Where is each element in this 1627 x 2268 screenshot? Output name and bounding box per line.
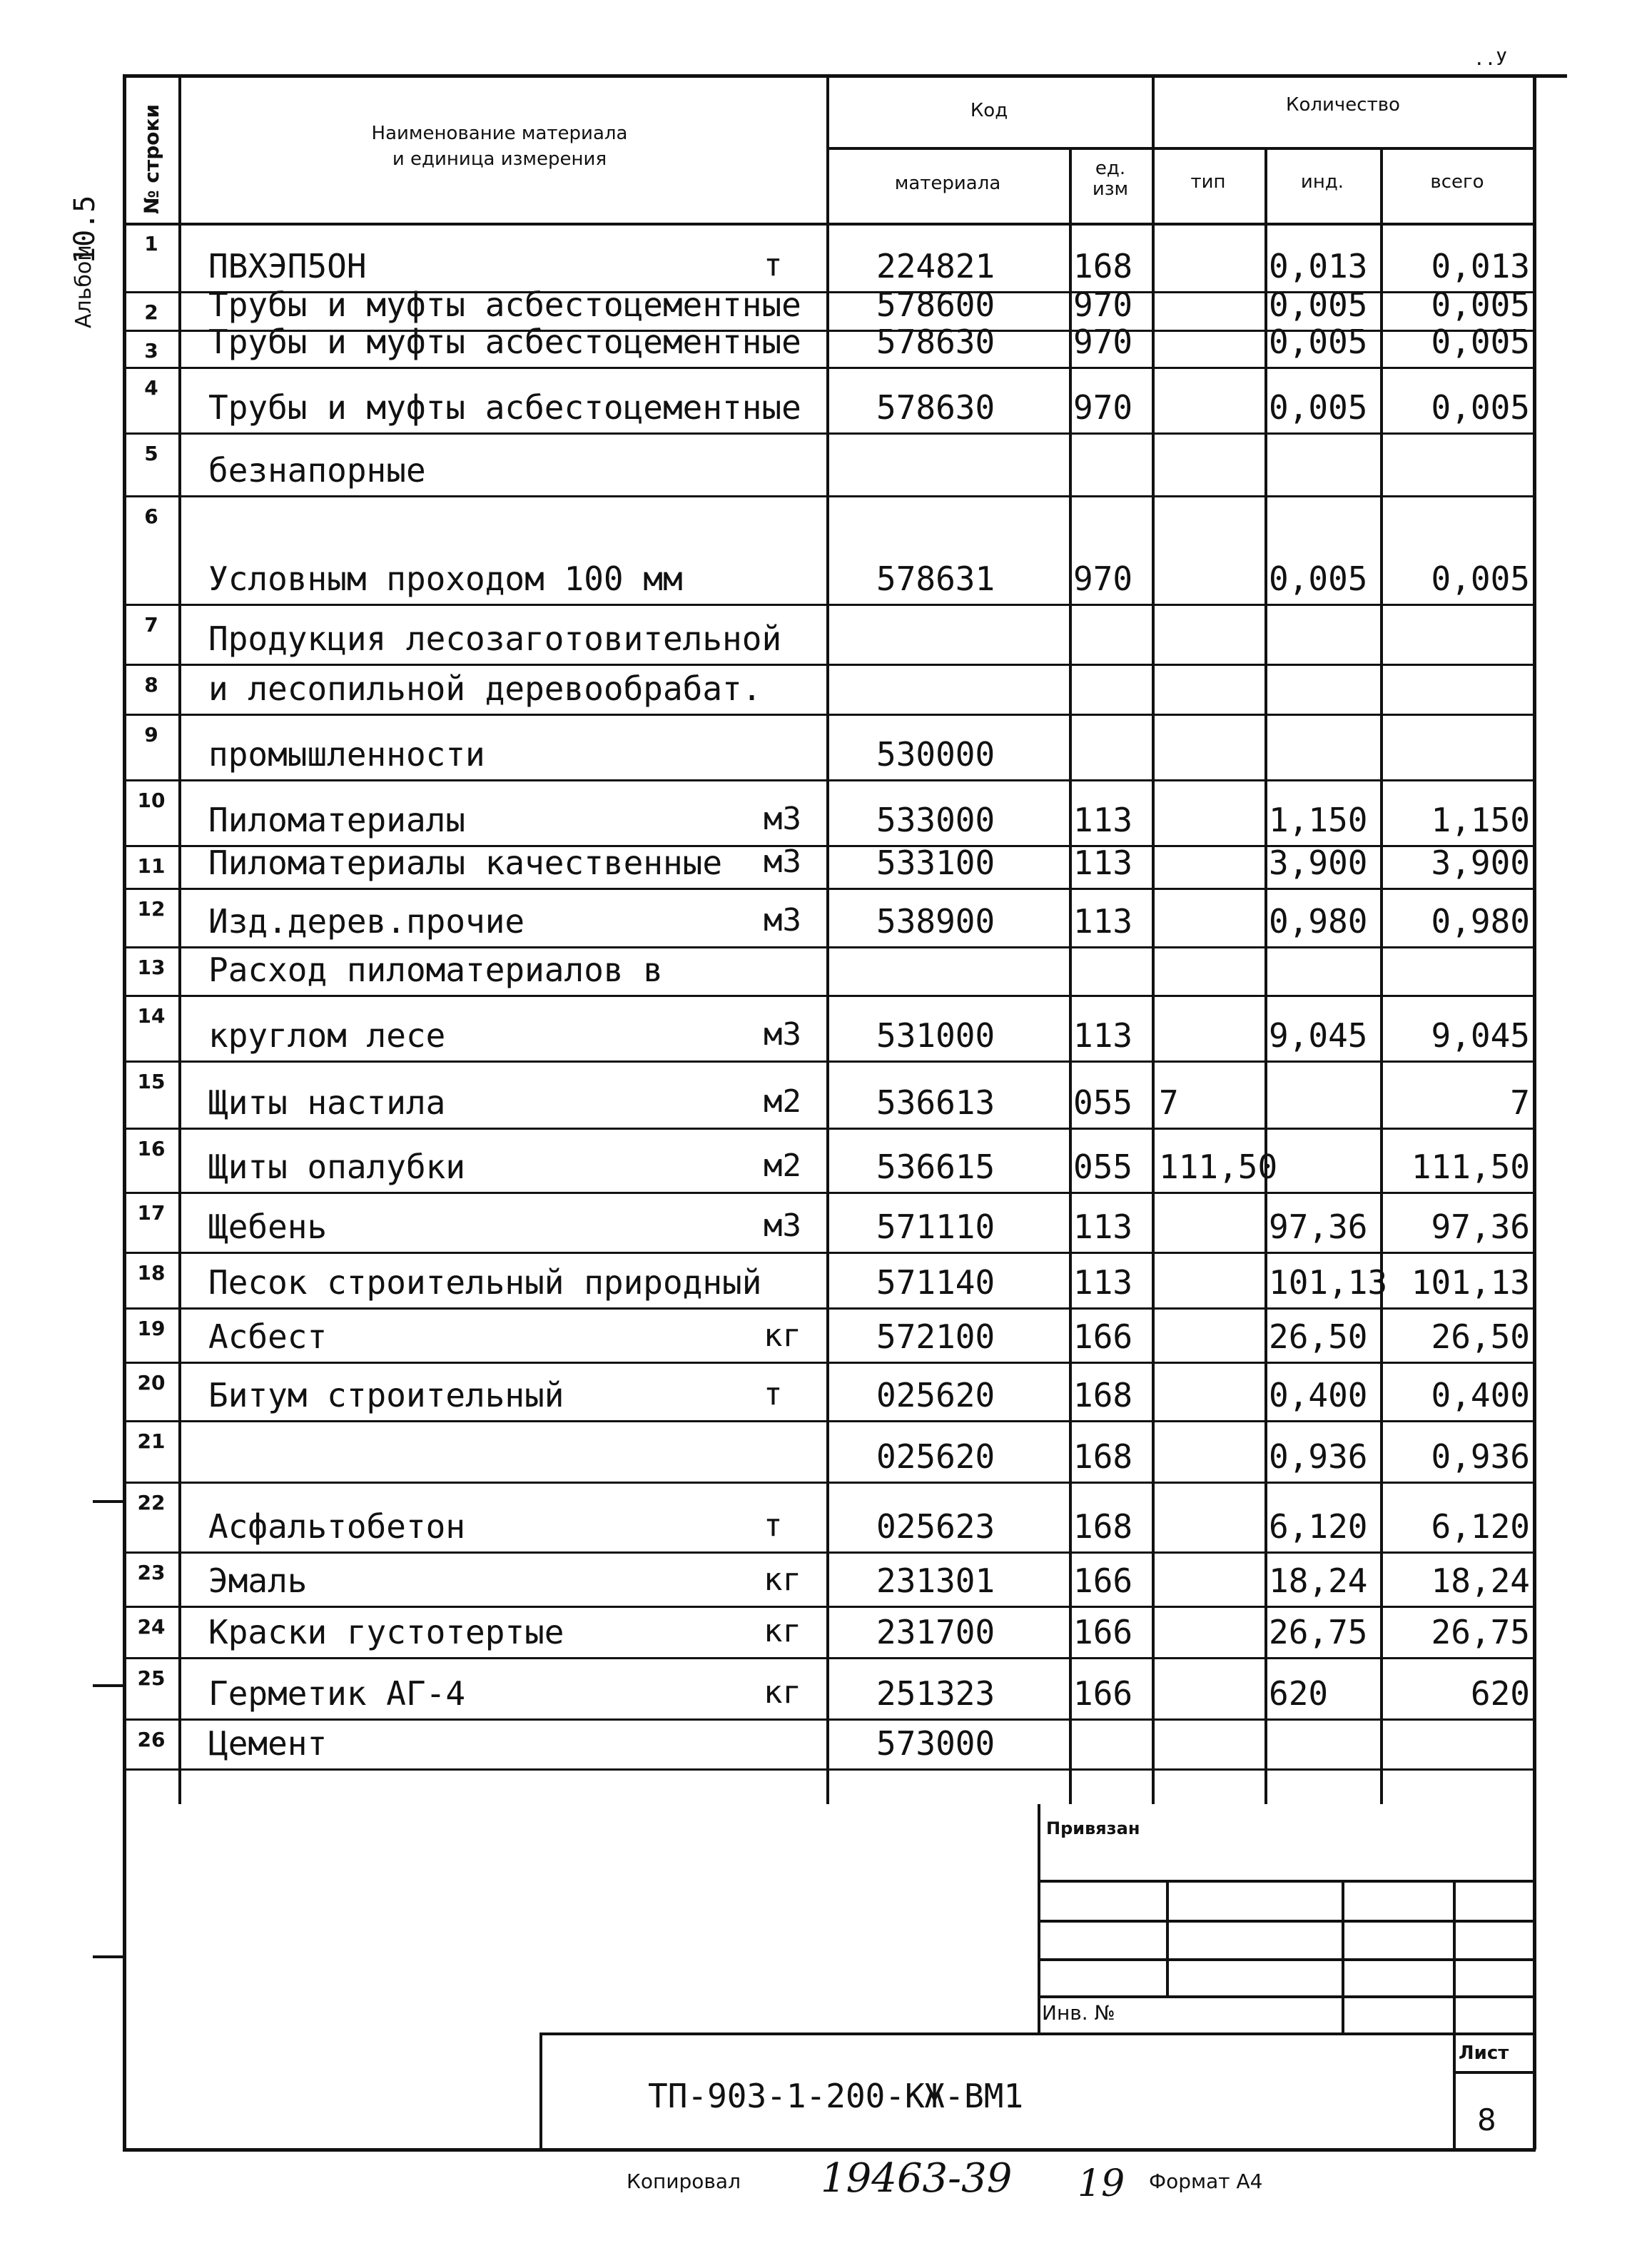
qty-total: 101,13 <box>1411 1263 1530 1302</box>
row-number: 7 <box>144 613 158 637</box>
material-code: 251323 <box>876 1674 995 1713</box>
qty-ind: 0,936 <box>1269 1437 1368 1476</box>
material-code: 573000 <box>876 1724 995 1763</box>
material-name: Эмаль <box>208 1561 308 1600</box>
sheet-number: 8 <box>1477 2102 1496 2137</box>
qty-total: 0,400 <box>1431 1376 1530 1414</box>
material-code: 231700 <box>876 1613 995 1651</box>
header-row-number: № строки <box>140 103 163 214</box>
material-code: 578630 <box>876 388 995 427</box>
unit-code: 055 <box>1073 1083 1133 1122</box>
unit-code: 113 <box>1073 1016 1133 1055</box>
unit-code: 113 <box>1073 902 1133 941</box>
qty-ind: 18,24 <box>1269 1561 1368 1600</box>
qty-total: 0,013 <box>1431 247 1530 285</box>
qty-ind: 97,36 <box>1269 1208 1368 1246</box>
material-name: промышленности <box>208 735 485 774</box>
material-unit: т <box>764 247 783 283</box>
material-name: Условным проходом 100 мм <box>208 560 683 598</box>
material-name: Пиломатериалы <box>208 801 466 839</box>
material-code: 578600 <box>876 285 995 324</box>
unit-code: 168 <box>1073 1507 1133 1546</box>
qty-total: 620 <box>1470 1674 1530 1713</box>
material-name: Щиты опалубки <box>208 1148 466 1186</box>
qty-ind: 9,045 <box>1269 1016 1368 1055</box>
row-number: 11 <box>137 854 166 878</box>
material-name: Асбест <box>208 1317 328 1356</box>
row-number: 2 <box>144 300 158 324</box>
qty-total: 0,005 <box>1431 560 1530 598</box>
row-number: 12 <box>137 897 166 921</box>
material-code: 531000 <box>876 1016 995 1055</box>
qty-ind: 0,005 <box>1269 560 1368 598</box>
material-name: Цемент <box>208 1724 328 1763</box>
qty-total: 1,150 <box>1431 801 1530 839</box>
qty-ind: 0,980 <box>1269 902 1368 941</box>
qty-total: 18,24 <box>1431 1561 1530 1600</box>
unit-code: 113 <box>1073 844 1133 882</box>
qty-ind: 1,150 <box>1269 801 1368 839</box>
inventory-label: Инв. № <box>1042 2001 1115 2025</box>
qty-type: 7 <box>1159 1083 1179 1122</box>
qty-total: 97,36 <box>1431 1208 1530 1246</box>
material-name: Асфальтобетон <box>208 1507 466 1546</box>
material-name: ПВХЭП5ОН <box>208 247 367 285</box>
qty-total: 9,045 <box>1431 1016 1530 1055</box>
unit-code: 113 <box>1073 1263 1133 1302</box>
qty-total: 0,936 <box>1431 1437 1530 1476</box>
corner-mark: ..У <box>1474 49 1507 70</box>
unit-code: 113 <box>1073 801 1133 839</box>
album-number: 10.5 <box>69 195 101 264</box>
unit-code: 970 <box>1073 285 1133 324</box>
material-unit: м2 <box>764 1148 801 1184</box>
material-name: Трубы и муфты асбестоцементные <box>208 323 801 361</box>
row-number: 18 <box>137 1261 166 1285</box>
material-name: Краски густотертые <box>208 1613 564 1651</box>
qty-total: 26,50 <box>1431 1317 1530 1356</box>
qty-ind: 26,75 <box>1269 1613 1368 1651</box>
header-quantity: Количество <box>1286 94 1400 116</box>
material-name: Изд.дерев.прочие <box>208 902 525 941</box>
material-code: 578630 <box>876 323 995 361</box>
material-unit: м2 <box>764 1083 801 1120</box>
row-number: 25 <box>137 1666 166 1690</box>
unit-code: 166 <box>1073 1561 1133 1600</box>
unit-code: 166 <box>1073 1613 1133 1651</box>
qty-type: 111,50 <box>1159 1148 1278 1186</box>
qty-total: 0,005 <box>1431 323 1530 361</box>
header-material: материала <box>894 173 1001 194</box>
row-number: 13 <box>137 956 166 979</box>
material-unit: м3 <box>764 801 801 837</box>
qty-total: 0,005 <box>1431 285 1530 324</box>
qty-total: 3,900 <box>1431 844 1530 882</box>
qty-total: 0,980 <box>1431 902 1530 941</box>
qty-total: 0,005 <box>1431 388 1530 427</box>
material-code: 538900 <box>876 902 995 941</box>
material-name: Продукция лесозаготовительной <box>208 619 782 658</box>
row-number: 10 <box>137 789 166 812</box>
qty-ind: 620 <box>1269 1674 1329 1713</box>
unit-code: 166 <box>1073 1674 1133 1713</box>
unit-code: 970 <box>1073 323 1133 361</box>
material-name: Герметик АГ-4 <box>208 1674 466 1713</box>
qty-total: 7 <box>1510 1083 1530 1122</box>
material-code: 530000 <box>876 735 995 774</box>
qty-ind: 0,005 <box>1269 285 1368 324</box>
row-number: 3 <box>144 339 158 363</box>
material-name: и лесопильной деревообрабат. <box>208 669 762 708</box>
unit-code: 168 <box>1073 1376 1133 1414</box>
material-unit: т <box>764 1507 783 1544</box>
unit-code: 970 <box>1073 560 1133 598</box>
row-number: 26 <box>137 1728 166 1751</box>
material-unit: кг <box>764 1317 801 1354</box>
unit-code: 166 <box>1073 1317 1133 1356</box>
material-unit: м3 <box>764 1016 801 1053</box>
unit-code: 168 <box>1073 247 1133 285</box>
material-name: Битум строительный <box>208 1376 564 1414</box>
unit-code: 168 <box>1073 1437 1133 1476</box>
handwritten-number: 19463-39 <box>821 2155 1013 2202</box>
row-number: 1 <box>144 232 158 255</box>
material-code: 578631 <box>876 560 995 598</box>
row-number: 6 <box>144 505 158 528</box>
material-unit: м3 <box>764 902 801 938</box>
header-unit: ед. изм <box>1092 158 1129 200</box>
qty-ind: 6,120 <box>1269 1507 1368 1546</box>
material-code: 536613 <box>876 1083 995 1122</box>
material-name: Пиломатериалы качественные <box>208 844 723 882</box>
material-unit: м3 <box>764 844 801 880</box>
qty-ind: 0,400 <box>1269 1376 1368 1414</box>
qty-ind: 3,900 <box>1269 844 1368 882</box>
row-number: 21 <box>137 1429 166 1453</box>
qty-ind: 0,005 <box>1269 388 1368 427</box>
header-code: Код <box>970 100 1008 121</box>
material-name: безнапорные <box>208 451 426 490</box>
qty-ind: 0,005 <box>1269 323 1368 361</box>
material-code: 571110 <box>876 1208 995 1246</box>
material-code: 231301 <box>876 1561 995 1600</box>
qty-ind: 0,013 <box>1269 247 1368 285</box>
header-type: тип <box>1190 171 1226 193</box>
unit-code: 970 <box>1073 388 1133 427</box>
qty-total: 111,50 <box>1411 1148 1530 1186</box>
material-unit: кг <box>764 1561 801 1598</box>
row-number: 19 <box>137 1317 166 1340</box>
qty-total: 26,75 <box>1431 1613 1530 1651</box>
row-number: 14 <box>137 1004 166 1028</box>
material-code: 025620 <box>876 1376 995 1414</box>
material-code: 025623 <box>876 1507 995 1546</box>
header-total: всего <box>1430 171 1484 193</box>
material-code: 536615 <box>876 1148 995 1186</box>
material-unit: м3 <box>764 1208 801 1244</box>
row-number: 15 <box>137 1070 166 1093</box>
material-unit: кг <box>764 1613 801 1649</box>
material-code: 533100 <box>876 844 995 882</box>
handwritten-sheet: 19 <box>1078 2162 1125 2205</box>
material-code: 533000 <box>876 801 995 839</box>
row-number: 9 <box>144 723 158 746</box>
row-number: 22 <box>137 1491 166 1514</box>
document-code: ТП-903-1-200-КЖ-ВМ1 <box>648 2077 1024 2115</box>
copied-label: Копировал <box>627 2170 741 2193</box>
format-label: Формат А4 <box>1149 2170 1263 2193</box>
qty-total: 6,120 <box>1431 1507 1530 1546</box>
row-number: 5 <box>144 442 158 465</box>
material-name: Расход пиломатериалов в <box>208 951 663 989</box>
row-number: 20 <box>137 1371 166 1394</box>
material-unit: т <box>764 1376 783 1412</box>
qty-ind: 101,13 <box>1269 1263 1388 1302</box>
material-code: 224821 <box>876 247 995 285</box>
material-name: Трубы и муфты асбестоцементные <box>208 285 801 324</box>
row-number: 8 <box>144 673 158 697</box>
qty-ind: 26,50 <box>1269 1317 1368 1356</box>
material-name: круглом лесе <box>208 1016 446 1055</box>
row-number: 4 <box>144 376 158 400</box>
material-name: Трубы и муфты асбестоцементные <box>208 388 801 427</box>
material-unit: кг <box>764 1674 801 1711</box>
row-number: 17 <box>137 1201 166 1225</box>
album-label: Альбом <box>71 245 96 328</box>
material-name: Щебень <box>208 1208 328 1246</box>
bound-label: Привязан <box>1046 1818 1140 1838</box>
header-name: Наименование материала и единица измерения <box>371 123 628 170</box>
unit-code: 113 <box>1073 1208 1133 1246</box>
material-name: Песок строительный природный <box>208 1263 762 1302</box>
row-number: 24 <box>137 1615 166 1639</box>
sheet-label: Лист <box>1459 2042 1509 2064</box>
material-code: 025620 <box>876 1437 995 1476</box>
material-code: 572100 <box>876 1317 995 1356</box>
row-number: 16 <box>137 1137 166 1160</box>
unit-code: 055 <box>1073 1148 1133 1186</box>
material-name: Щиты настила <box>208 1083 446 1122</box>
row-number: 23 <box>137 1561 166 1584</box>
header-ind: инд. <box>1300 171 1344 193</box>
material-code: 571140 <box>876 1263 995 1302</box>
